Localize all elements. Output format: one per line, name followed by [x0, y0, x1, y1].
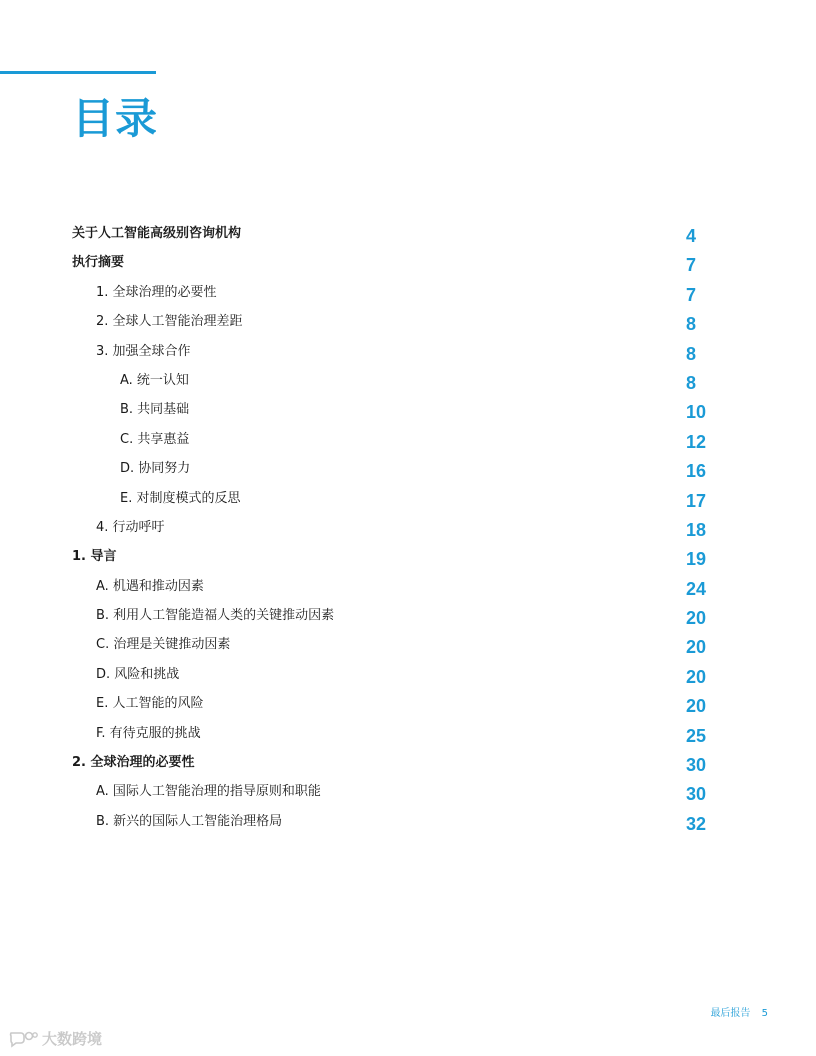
toc-entry-label[interactable]: 3. 加强全球合作 [96, 343, 191, 359]
toc-entry[interactable] [0, 631, 816, 660]
toc-entry-label[interactable]: 1. 导言 [72, 549, 117, 565]
page-footer [710, 1004, 768, 1019]
toc-entry-page-number[interactable]: 20 [686, 666, 707, 687]
toc-entry-page-number[interactable]: 10 [686, 402, 707, 423]
toc-entry[interactable] [0, 602, 816, 631]
toc-entry-label[interactable]: 1. 全球治理的必要性 [96, 284, 217, 300]
toc-entry-page-number[interactable]: 12 [686, 431, 707, 452]
toc-entry-page-number[interactable]: 8 [686, 343, 697, 364]
toc-entry-label[interactable]: A. 统一认知 [120, 372, 189, 388]
footer-report-name: 最后报告 [710, 1008, 751, 1019]
toc-entry-page-number[interactable]: 19 [686, 549, 707, 570]
toc-entry[interactable] [0, 220, 816, 249]
toc-entry[interactable] [0, 690, 816, 719]
toc-entry-page-number[interactable]: 18 [686, 519, 707, 540]
toc-entry[interactable] [0, 543, 816, 572]
toc-entry-page-number[interactable]: 24 [686, 578, 707, 599]
toc-entry[interactable] [0, 573, 816, 602]
watermark-text: 大数跨境 [42, 1030, 103, 1048]
toc-entry[interactable] [0, 514, 816, 543]
toc-entry-page-number[interactable]: 16 [686, 461, 707, 482]
toc-entry-page-number[interactable]: 8 [686, 314, 697, 335]
toc-entry-page-number[interactable]: 4 [686, 226, 697, 246]
footer-page-number: 5 [761, 1008, 768, 1019]
toc-entry-label[interactable]: D. 协同努力 [120, 461, 191, 477]
toc-entry-page-number[interactable]: 30 [686, 755, 707, 776]
toc-entry-label[interactable]: E. 人工智能的风险 [96, 696, 204, 712]
toc-entry-page-number[interactable]: 7 [686, 284, 697, 305]
toc-entry-label[interactable]: 关于人工智能高级别咨询机构 [72, 226, 242, 241]
toc-entry-label[interactable]: 2. 全球人工智能治理差距 [96, 314, 243, 330]
toc-entry[interactable] [0, 426, 816, 455]
toc-entry[interactable] [0, 308, 816, 337]
toc-entry-page-number[interactable]: 20 [686, 696, 707, 717]
toc-entry-page-number[interactable]: 32 [686, 813, 707, 834]
toc-entry[interactable] [0, 249, 816, 278]
toc-entry-page-number[interactable]: 17 [686, 490, 707, 511]
page-title: 目录 [72, 94, 159, 143]
toc-entry[interactable] [0, 455, 816, 484]
top-accent-rule [0, 71, 156, 74]
toc-entry[interactable] [0, 338, 816, 367]
toc-entry[interactable] [0, 749, 816, 778]
toc-entry-label[interactable]: B. 新兴的国际人工智能治理格局 [96, 813, 283, 829]
toc-entry[interactable] [0, 808, 816, 837]
toc-entry-page-number[interactable]: 25 [686, 725, 707, 746]
toc-entry-label[interactable]: A. 机遇和推动因素 [96, 578, 204, 594]
toc-entry[interactable] [0, 279, 816, 308]
toc-entry-label[interactable]: F. 有待克服的挑战 [96, 725, 201, 741]
toc-entry-label[interactable]: C. 共享惠益 [120, 431, 190, 447]
toc-entry-label[interactable]: B. 共同基础 [120, 402, 190, 418]
toc-entry[interactable] [0, 396, 816, 425]
toc-entry-page-number[interactable]: 20 [686, 637, 707, 658]
toc-entry-label[interactable]: E. 对制度模式的反思 [120, 490, 241, 506]
toc-entry-page-number[interactable]: 8 [686, 372, 697, 393]
toc-entry-label[interactable]: D. 风险和挑战 [96, 666, 180, 682]
watermark [8, 1028, 102, 1049]
toc-entry[interactable] [0, 661, 816, 690]
toc-entry-label[interactable]: 执行摘要 [72, 255, 125, 271]
toc-entry-page-number[interactable]: 20 [686, 608, 707, 629]
toc-entry-page-number[interactable]: 30 [686, 784, 707, 805]
table-of-contents [0, 220, 816, 837]
toc-entry[interactable] [0, 778, 816, 807]
toc-entry-page-number[interactable]: 7 [686, 255, 697, 276]
toc-entry[interactable] [0, 720, 816, 749]
toc-entry-label[interactable]: 4. 行动呼吁 [96, 519, 165, 535]
toc-entry[interactable] [0, 367, 816, 396]
toc-entry-label[interactable]: 2. 全球治理的必要性 [72, 755, 195, 771]
toc-entry-label[interactable]: A. 国际人工智能治理的指导原则和职能 [96, 784, 321, 800]
toc-entry-label[interactable]: B. 利用人工智能造福人类的关键推动因素 [96, 608, 335, 624]
toc-entry[interactable] [0, 485, 816, 514]
toc-entry-label[interactable]: C. 治理是关键推动因素 [96, 637, 231, 653]
speech-bubble-logo-icon [8, 1030, 38, 1048]
